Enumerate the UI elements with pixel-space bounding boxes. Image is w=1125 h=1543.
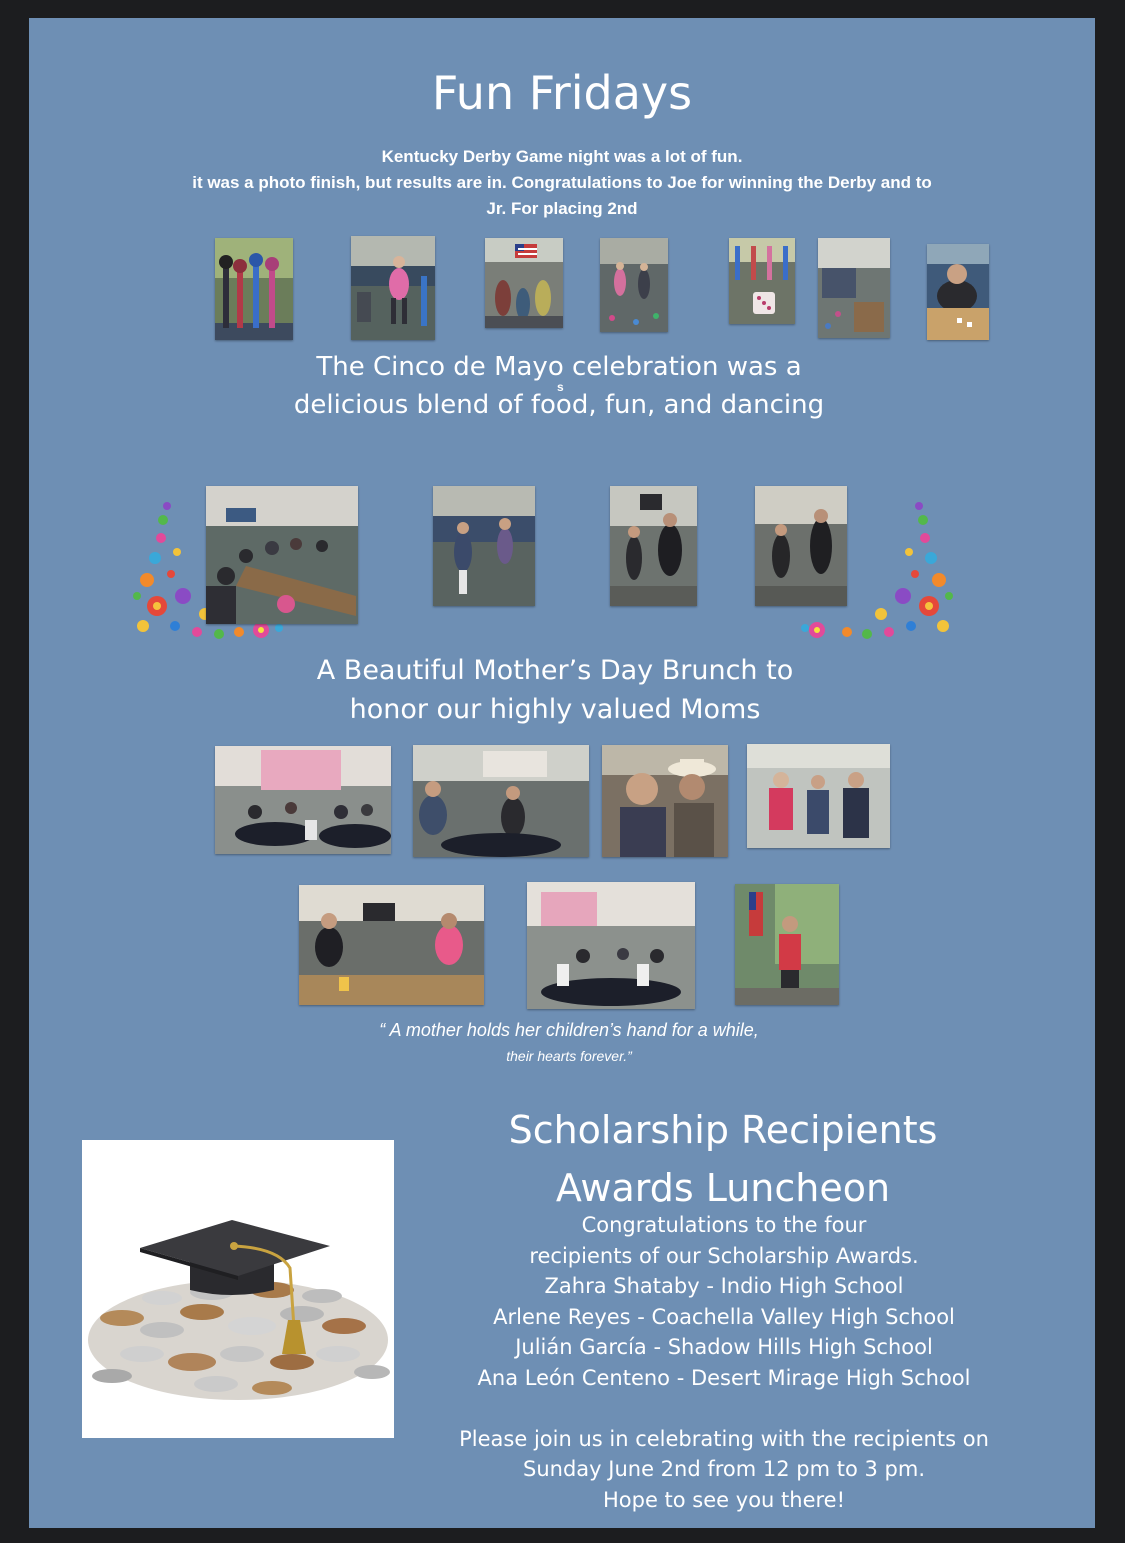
brunch-tables-photo xyxy=(527,882,695,1009)
man-dice-table-photo xyxy=(927,244,989,340)
flyer-page xyxy=(29,18,1095,1528)
group-table-photo xyxy=(206,486,358,624)
mothers-quote-line-2: their hearts forever.” xyxy=(506,1048,632,1064)
moms-line-1: A Beautiful Mother’s Day Brunch to xyxy=(316,655,794,686)
invite-line-3: Hope to see you there! xyxy=(602,1487,845,1512)
moms-line-2: honor our highly valued Moms xyxy=(349,694,761,725)
party-floor-photo xyxy=(600,238,668,332)
brunch-bar-photo xyxy=(299,885,484,1005)
scholarship-title-line-1: Scholarship Recipients xyxy=(508,1108,938,1152)
derby-line-3: Jr. For placing 2nd xyxy=(486,199,638,218)
dice-photo xyxy=(729,238,795,324)
invite-line-1: Please join us in celebrating with the recipients on xyxy=(459,1426,989,1451)
dance-pair-photo xyxy=(610,486,697,606)
horse-sticks-photo xyxy=(215,238,293,340)
three-moms-photo xyxy=(747,744,890,848)
derby-line-1: Kentucky Derby Game night was a lot of fun. xyxy=(381,147,743,166)
cinco-line-2: delicious blend of food, fun, and dancing xyxy=(293,390,825,420)
recipient-1: Zahra Shataby - Indio High School xyxy=(544,1274,904,1299)
recipient-4: Ana León Centeno - Desert Mirage High School xyxy=(477,1365,971,1390)
woman-flag-photo xyxy=(735,884,839,1005)
scholarship-intro-line-1: Congratulations to the four xyxy=(581,1213,867,1237)
dancing-couple-photo xyxy=(433,486,535,606)
derby-line-2: it was a photo finish, but results are in. Congratulations to Joe for winning the Derby and to xyxy=(192,173,932,192)
recipient-3: Julián García - Shadow Hills High School xyxy=(515,1335,933,1360)
brunch-screen-photo xyxy=(413,745,589,857)
scholarship-body xyxy=(439,1210,1009,1515)
recipient-2: Arlene Reyes - Coachella Valley High School xyxy=(493,1304,955,1329)
scholarship-title-line-2: Awards Luncheon xyxy=(555,1166,891,1210)
page-title: Fun Fridays xyxy=(431,66,693,120)
mom-and-man-photo xyxy=(602,745,728,857)
brunch-hall-photo xyxy=(215,746,391,854)
invite-line-2: Sunday June 2nd from 12 pm to 3 pm. xyxy=(523,1457,925,1482)
moms-description xyxy=(259,651,851,729)
derby-description xyxy=(109,144,1015,222)
scholarship-title xyxy=(459,1101,987,1217)
flag-hall-photo xyxy=(485,238,563,328)
mothers-quote-line-1: “ A mother holds her children’s hand for a while, xyxy=(379,1020,759,1040)
scholarship-intro-line-2: recipients of our Scholarship Awards. xyxy=(529,1243,919,1268)
cinco-line-1: The Cinco de Mayo celebration was a xyxy=(316,352,802,382)
stray-character: s xyxy=(557,380,564,394)
hall-table-photo xyxy=(818,238,890,338)
graduation-coins-image xyxy=(82,1140,394,1438)
dance-pair-two-photo xyxy=(755,486,847,606)
dancing-lady-photo xyxy=(351,236,435,340)
